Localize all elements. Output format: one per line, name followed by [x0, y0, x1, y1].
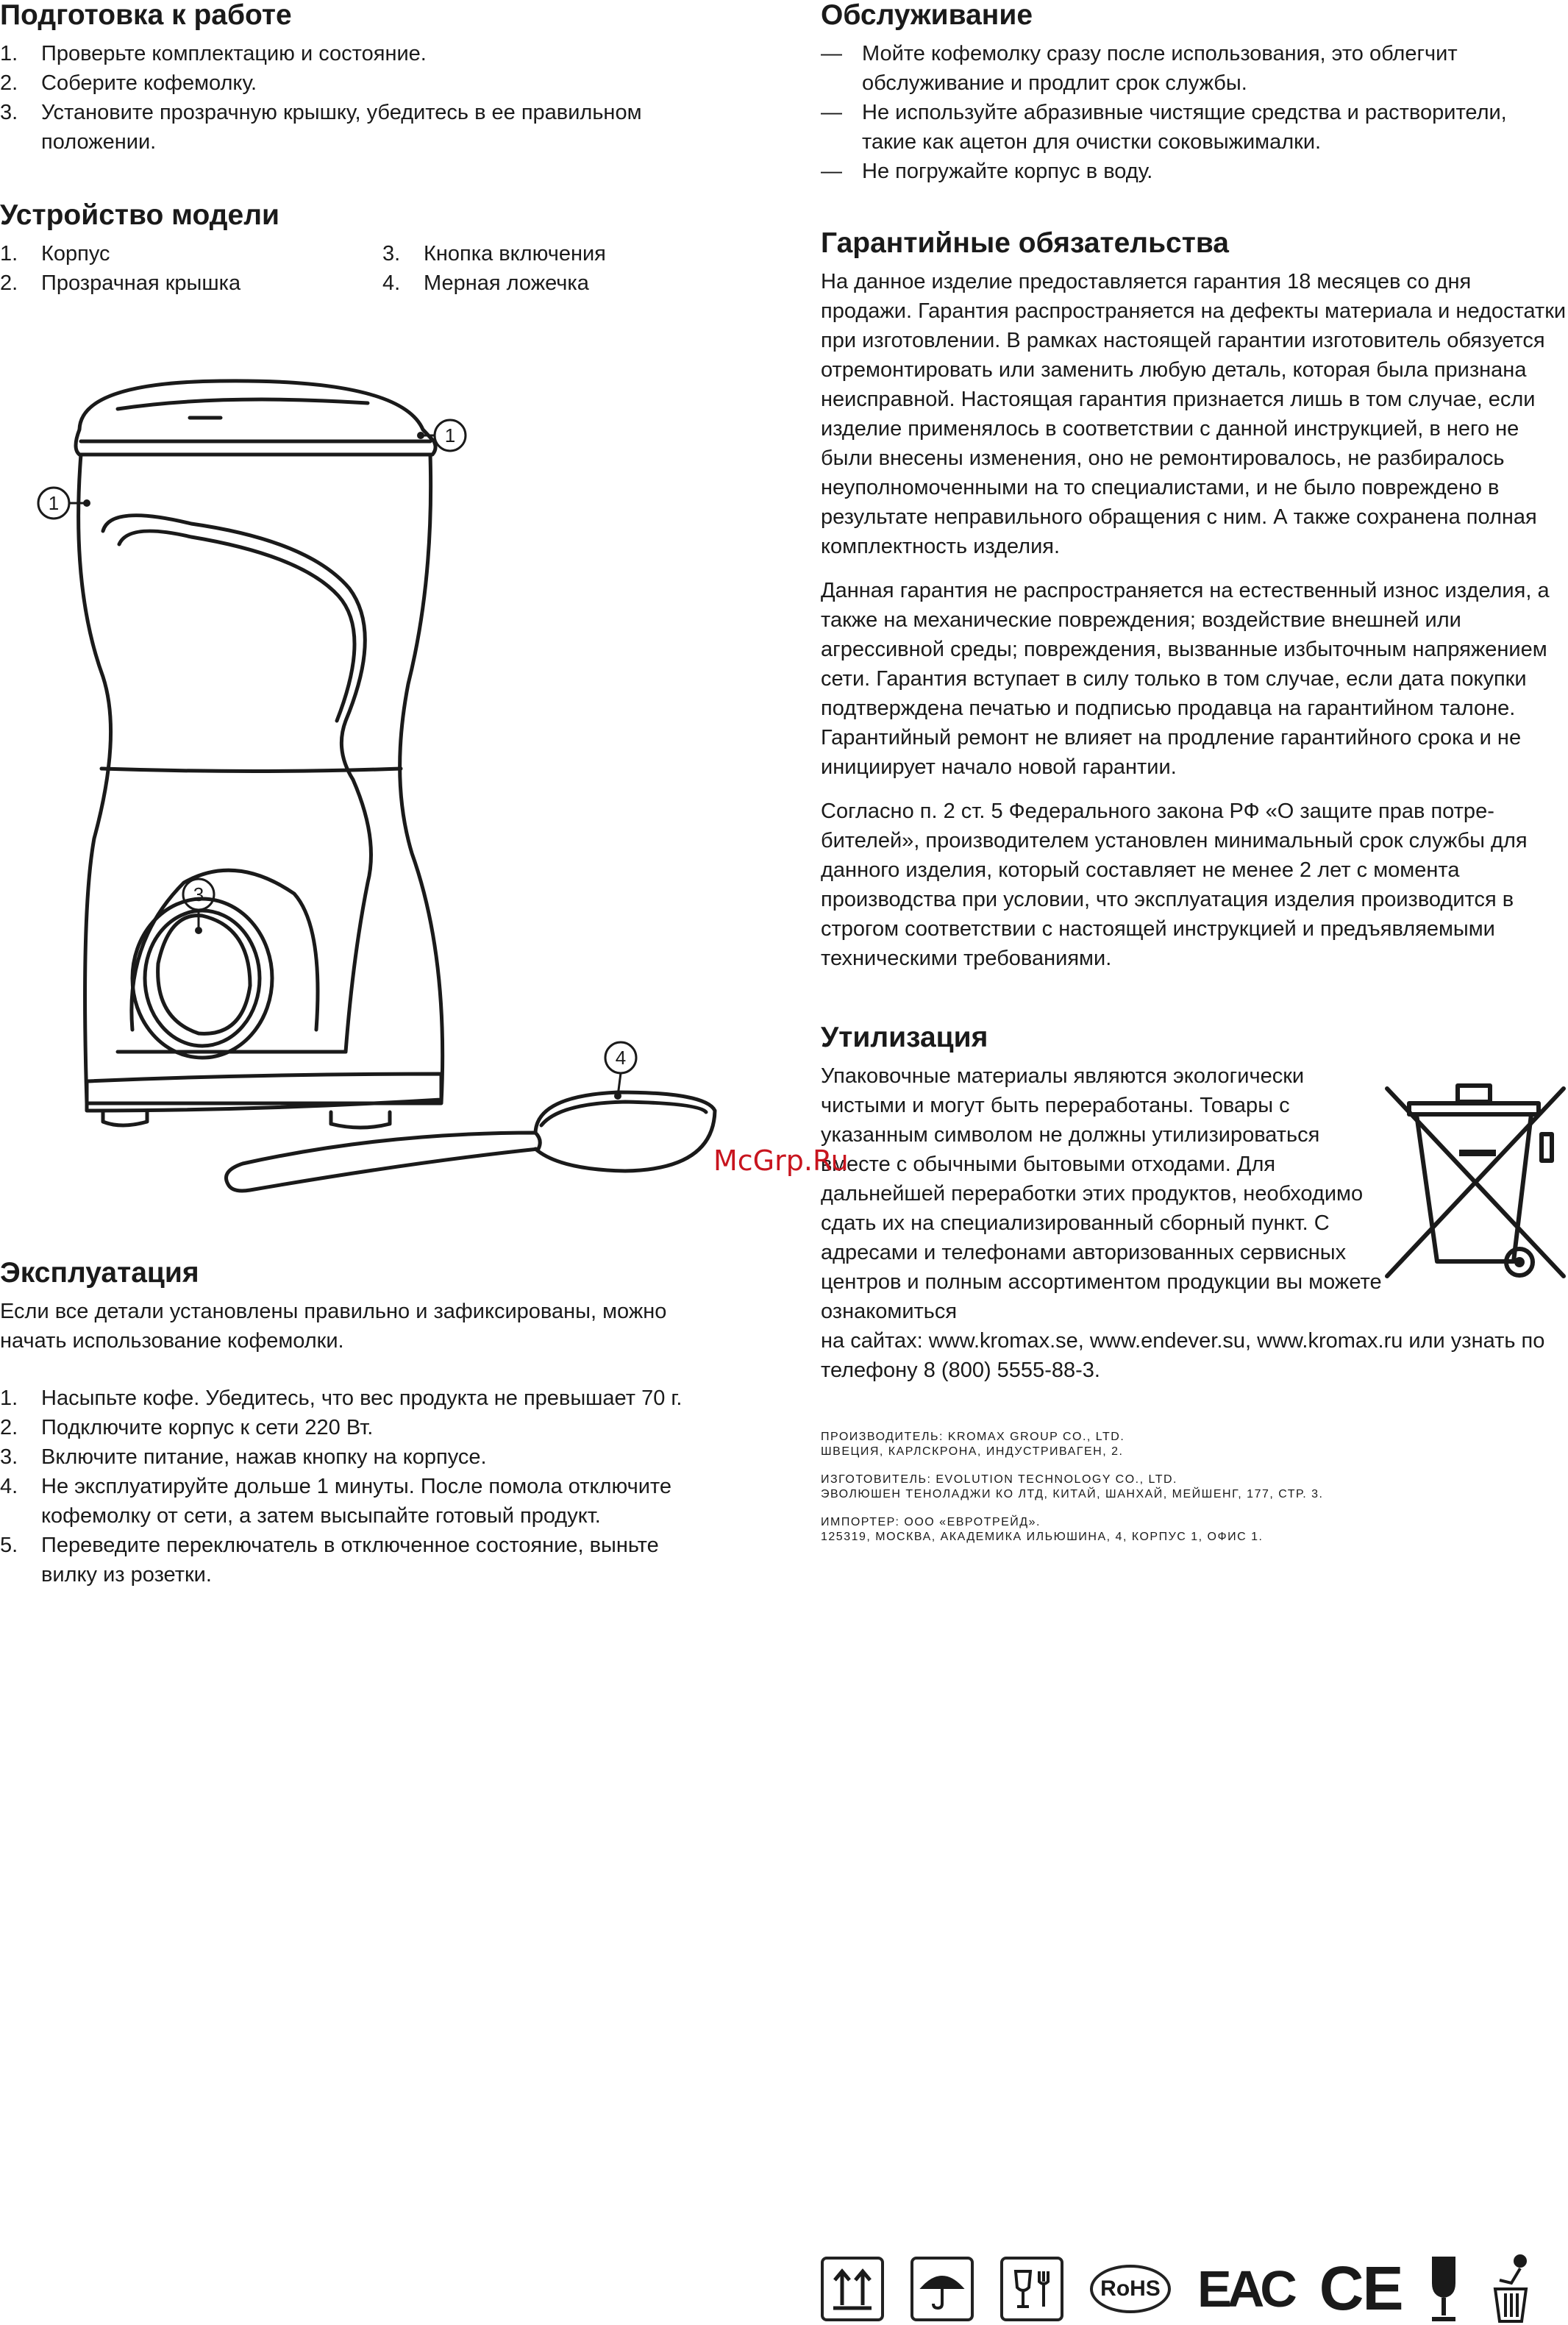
device-parts-list — [0, 239, 706, 298]
foot-left — [103, 1111, 147, 1125]
warranty-title: Гарантийные обязательства — [821, 227, 1229, 259]
disposal-title: Утилизация — [821, 1022, 988, 1053]
warranty-paragraph: На данное изделие предоставляется гарантия 18 месяцев со дня продажи. Гарантия распространяется на дефекты материала и недостатки при изготовлении. В рамках настоящей гарантии изготовитель обязуется отремонтировать или заменить любую деталь, которая была признана неисправной. Настоящая гарантия признается лишь в том случае, если изделие применялось в соответствии с данной инструкцией, в него не были внесены изменения, оно не ремонтировалось, не разбиралось неуполномоченными на то специалистами, и не было повреждено в результате неправильного обращения с ним. А также сохранена полная комплектность изделия. — [821, 269, 1567, 558]
list-item: 5. Переведите переключатель в отключенное состояние, выньте вилку из розетки. — [0, 1533, 659, 1587]
crossed-bin-icon — [1380, 1074, 1568, 1287]
operation-list — [0, 1384, 706, 1589]
operation-intro: Если все детали установлены правильно и зафиксированы, можно начать использование кофемолки. — [0, 1299, 667, 1353]
maintenance-section — [821, 0, 1568, 186]
warranty-paragraph: Данная гарантия не распространяется на естественный износ изделия, а также на механические повреждения; воздействие внешней или агрессивной среды; повреждения, вызванные избыточным напряжением сети. Гарантия вступает в силу только в том случае, если дата покупки подтверждена печатью и подписью продавца на гарантийном талоне. Гарантийный ремонт не влияет на продление гарантийного срока и не инициирует начало новой гарантии. — [821, 578, 1550, 779]
lid-outline — [76, 381, 435, 455]
keep-dry-icon — [910, 2257, 974, 2321]
scoop-bowl-inner — [541, 1102, 706, 1125]
callout-label-4: 4 — [615, 1047, 627, 1069]
list-item: 3. Установите прозрачную крышку, убедитесь в ее правильном положении. — [0, 100, 642, 154]
importer-info: ИМПОРТЕР: ООО «ЕВРОТРЕЙД». 125319, МОСКВА, АКАДЕМИКА ИЛЬЮШИНА, 4, КОРПУС 1, ОФИС 1. — [821, 1516, 1264, 1543]
legal-section — [821, 1430, 1568, 1558]
fragile-glass-fork-icon — [1000, 2257, 1063, 2321]
disposal-section — [821, 1022, 1568, 1385]
maker-info: ИЗГОТОВИТЕЛЬ: EVOLUTION TECHNOLOGY CO., LTD. ЭВОЛЮШЕН ТЕНОЛАДЖИ КО ЛТД, КИТАЙ, ШАНХАЙ, МЕЙШЕНГ, 177, СТР. 3. — [821, 1473, 1324, 1500]
scoop-handle — [227, 1133, 541, 1191]
maintenance-list — [821, 39, 1527, 186]
list-item: 2. Соберите кофемолку. — [0, 71, 257, 95]
button-ring-inner — [145, 911, 260, 1046]
lid-inner — [118, 399, 368, 409]
recycle-symbol-icon — [1429, 2254, 1458, 2324]
warranty-section — [821, 228, 1568, 988]
body-window — [103, 516, 371, 1052]
manufacturer-info: ПРОИЗВОДИТЕЛЬ: KROMAX GROUP CO., LTD. ШВЕЦИЯ, КАРЛСКРОНА, ИНДУСТРИВАГЕН, 2. — [821, 1431, 1125, 1458]
tidy-man-icon — [1485, 2254, 1536, 2324]
rohs-mark: RoHS — [1090, 2265, 1171, 2313]
coffee-grinder-illustration — [0, 368, 735, 1214]
operation-section — [0, 1258, 706, 1589]
disposal-contacts: на сайтах: www.kromax.se, www.endever.su, www.kromax.ru или узнать по телефону 8 (800) 5555-88-3. — [821, 1328, 1545, 1382]
button-cap — [158, 916, 250, 1034]
list-item: 4. Мерная ложечка — [382, 271, 589, 295]
maintenance-title: Обслуживание — [821, 0, 1033, 31]
watermark: McGrp.Ru — [713, 1144, 849, 1177]
preparation-list — [0, 39, 706, 157]
callout-label-3: 3 — [193, 883, 204, 905]
device-title: Устройство модели — [0, 199, 279, 231]
preparation-title: Подготовка к работе — [0, 0, 292, 31]
list-item: 2. Прозрачная крышка — [0, 271, 241, 295]
preparation-section — [0, 0, 706, 157]
list-item: 3. Кнопка включения — [382, 241, 606, 266]
operation-title: Эксплуатация — [0, 1257, 199, 1289]
waist-line — [101, 769, 401, 772]
button-outer — [132, 870, 318, 1030]
device-section — [0, 200, 706, 298]
disposal-text: Упаковочные материалы являются экологически чистыми и могут быть переработаны. Товары с указанным символом не должны утилизироваться вместе с обычными бытовыми отходами. Для дальнейшей переработки этих продуктов, необходимо сдать их на специализированный сборный пункт. С адресами и телефонами авторизованных сервисных центров и полным ассортиментом продукции вы можете ознакомиться — [821, 1064, 1382, 1323]
list-item: 3. Включите питание, нажав кнопку на корпусе. — [0, 1445, 487, 1469]
scoop-bowl — [535, 1092, 715, 1171]
list-item: 4. Не эксплуатируйте дольше 1 минуты. После помола отключите кофемолку от сети, а затем высыпайте готовый продукт. — [0, 1474, 671, 1528]
this-way-up-icon — [821, 2257, 884, 2321]
body-window-inner — [119, 531, 354, 721]
callout-label-1a: 1 — [444, 424, 456, 446]
list-item: 1. Корпус — [0, 241, 110, 266]
list-item: 2. Подключите корпус к сети 220 Вт. — [0, 1415, 374, 1439]
list-item: 1. Проверьте комплектацию и состояние. — [0, 41, 427, 65]
list-item: — Не используйте абразивные чистящие средства и растворители, такие как ацетон для очистки соковыжималки. — [821, 100, 1507, 154]
list-item: 1. Насыпьте кофе. Убедитесь, что вес продукта не превышает 70 г. — [0, 1386, 683, 1410]
foot-right — [331, 1112, 390, 1128]
callout-label-1b: 1 — [48, 492, 60, 514]
list-item: — Не погружайте корпус в воду. — [821, 159, 1153, 183]
ce-mark: CE — [1319, 2254, 1403, 2323]
warranty-paragraph: Согласно п. 2 ст. 5 Федерального закона РФ «О защите прав потребителей», производителем установлен минимальный срок службы для данного изделия, который составляет не менее 2 лет с момента производства при условии, что эксплуатация изделия производится в строгом соответствии с настоящей инструкцией и предъявляемыми техническими требованиями. — [821, 799, 1528, 970]
list-item: — Мойте кофемолку сразу после использования, это облегчит обслуживание и продлит срок службы. — [821, 41, 1458, 95]
certification-icons — [821, 2252, 1568, 2325]
eac-mark: EAC — [1197, 2260, 1293, 2318]
